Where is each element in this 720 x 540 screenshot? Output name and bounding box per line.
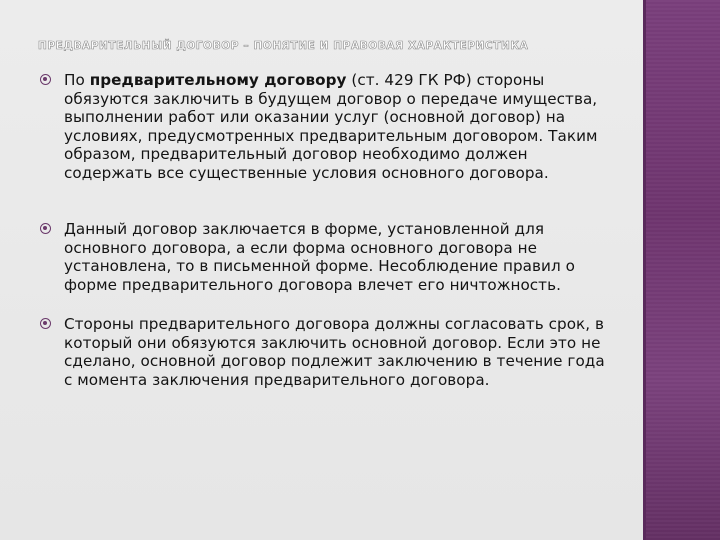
slide-title: ПРЕДВАРИТЕЛЬНЫЙ ДОГОВОР – ПОНЯТИЕ И ПРАВОВАЯ ХАРАКТЕРИСТИКА — [38, 40, 529, 52]
side-accent-band — [646, 0, 720, 540]
bullet-1-prefix: По — [64, 71, 90, 89]
bullet-item-1 — [40, 71, 610, 220]
bullet-circle-icon — [40, 223, 51, 234]
bullet-list — [40, 71, 610, 389]
bullet-1-text: (ст. 429 ГК РФ) стороны обязуются заключить в будущем договор о передаче имущества, выполнении работ или оказании услуг (основной договор) на условиях, предусмотренных предварительным договором. Таким образом, предварительный договор необходимо должен содержать все существенные условия основного договора. — [64, 71, 598, 182]
bullet-item-3 — [40, 315, 610, 389]
bullet-2-text: Данный договор заключается в форме, установленной для основного договора, а если форма основного договора не установлена, то в письменной форме. Несоблюдение правил о форме предварительного договора влечет его ничтожность. — [64, 220, 575, 294]
bullet-circle-icon — [40, 318, 51, 329]
bullet-1-term: предварительному договору — [89, 71, 347, 89]
bullet-circle-icon — [40, 74, 51, 85]
bullet-item-2 — [40, 220, 610, 315]
bullet-3-text: Стороны предварительного договора должны согласовать срок, в который они обязуются заключить основной договор. Если это не сделано, основной договор подлежит заключению в течение года с момента заключения предварительного договора. — [64, 315, 605, 389]
